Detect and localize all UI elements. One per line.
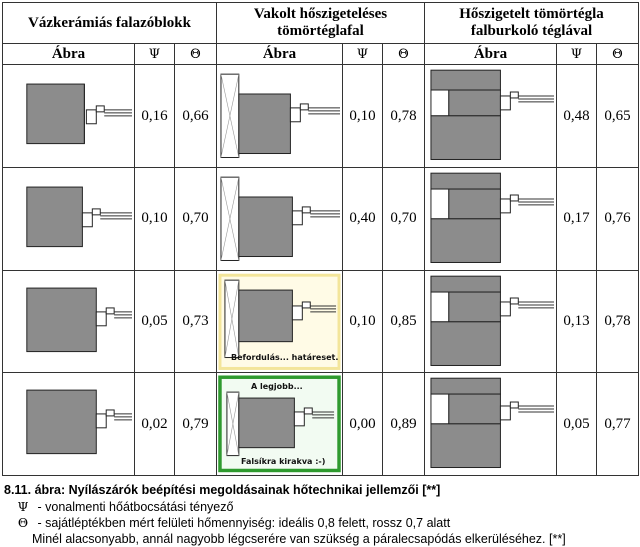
psi-header-2: Ψ bbox=[343, 44, 383, 65]
green-annotation-bottom: Falsíkra kirakva :-) bbox=[241, 457, 326, 467]
window-detail-drawing bbox=[3, 65, 134, 167]
theta-value: 0,65 bbox=[597, 65, 639, 168]
theta-symbol: Θ bbox=[17, 515, 29, 530]
group-header-3: Hőszigetelt tömörtégla falburkoló téglával bbox=[425, 3, 639, 44]
window-detail-drawing bbox=[425, 373, 556, 475]
detail-figure bbox=[425, 270, 557, 373]
theta-header-3: Θ bbox=[597, 44, 639, 65]
theta-value: 0,89 bbox=[383, 373, 425, 476]
theta-legend bbox=[4, 515, 636, 531]
figure-caption bbox=[4, 482, 636, 547]
psi-value: 0,10 bbox=[343, 65, 383, 168]
window-detail-drawing bbox=[425, 271, 556, 373]
theta-value: 0,76 bbox=[597, 168, 639, 271]
theta-value: 0,70 bbox=[383, 168, 425, 271]
window-detail-drawing bbox=[425, 65, 556, 167]
window-detail-drawing bbox=[217, 168, 342, 270]
psi-legend bbox=[4, 499, 636, 515]
caption-title: 8.11. ábra: Nyílászárók beépítési megoldásainak hőtechnikai jellemzői [**] bbox=[4, 483, 441, 497]
window-detail-drawing bbox=[3, 271, 134, 373]
psi-value: 0,17 bbox=[557, 168, 597, 271]
table-row bbox=[3, 65, 639, 168]
figure-header-3: Ábra bbox=[425, 44, 557, 65]
figure-header-2: Ábra bbox=[217, 44, 343, 65]
psi-value: 0,40 bbox=[343, 168, 383, 271]
psi-value: 0,05 bbox=[557, 373, 597, 476]
psi-value: 0,48 bbox=[557, 65, 597, 168]
detail-figure bbox=[3, 270, 135, 373]
window-detail-drawing bbox=[425, 168, 556, 270]
psi-symbol: Ψ bbox=[17, 499, 29, 514]
theta-value: 0,78 bbox=[383, 65, 425, 168]
caption-note: Minél alacsonyabb, annál nagyobb légcserére van szükség a páralecsapódás elkerüléséhez. [**] bbox=[32, 532, 566, 546]
psi-header-3: Ψ bbox=[557, 44, 597, 65]
psi-value: 0,02 bbox=[135, 373, 175, 476]
detail-figure bbox=[217, 65, 343, 168]
theta-value: 0,85 bbox=[383, 270, 425, 373]
window-detail-drawing bbox=[3, 373, 134, 475]
theta-header-1: Θ bbox=[175, 44, 217, 65]
psi-value: 0,00 bbox=[343, 373, 383, 476]
window-detail-drawing bbox=[217, 65, 342, 167]
detail-figure bbox=[3, 65, 135, 168]
detail-figure bbox=[3, 168, 135, 271]
figure-header-1: Ábra bbox=[3, 44, 135, 65]
detail-figure-highlighted bbox=[217, 373, 343, 476]
thermal-characteristics-table bbox=[2, 2, 639, 476]
psi-value: 0,10 bbox=[343, 270, 383, 373]
green-annotation-top: A legjobb... bbox=[251, 382, 303, 392]
group-header-2: Vakolt hőszigeteléses tömörtéglafal bbox=[217, 3, 425, 44]
theta-value: 0,73 bbox=[175, 270, 217, 373]
detail-figure bbox=[425, 168, 557, 271]
theta-value: 0,78 bbox=[597, 270, 639, 373]
detail-figure bbox=[425, 373, 557, 476]
psi-description: - vonalmenti hőátbocsátási tényező bbox=[37, 500, 234, 514]
table-row bbox=[3, 373, 639, 476]
theta-header-2: Θ bbox=[383, 44, 425, 65]
theta-description: - sajátléptékben mért felületi hőmennyiség: ideális 0,8 felett, rossz 0,7 alatt bbox=[37, 516, 451, 530]
psi-header-1: Ψ bbox=[135, 44, 175, 65]
psi-value: 0,05 bbox=[135, 270, 175, 373]
window-detail-drawing bbox=[3, 168, 134, 270]
group-header-1: Vázkerámiás falazóblokk bbox=[3, 3, 217, 44]
yellow-annotation: Befordulás... határeset. bbox=[231, 352, 339, 362]
table-row bbox=[3, 168, 639, 271]
theta-value: 0,70 bbox=[175, 168, 217, 271]
theta-value: 0,77 bbox=[597, 373, 639, 476]
psi-value: 0,10 bbox=[135, 168, 175, 271]
detail-figure bbox=[425, 65, 557, 168]
detail-figure bbox=[217, 168, 343, 271]
psi-value: 0,16 bbox=[135, 65, 175, 168]
psi-value: 0,13 bbox=[557, 270, 597, 373]
theta-value: 0,66 bbox=[175, 65, 217, 168]
table-row bbox=[3, 270, 639, 373]
detail-figure-highlighted bbox=[217, 270, 343, 373]
detail-figure bbox=[3, 373, 135, 476]
theta-value: 0,79 bbox=[175, 373, 217, 476]
